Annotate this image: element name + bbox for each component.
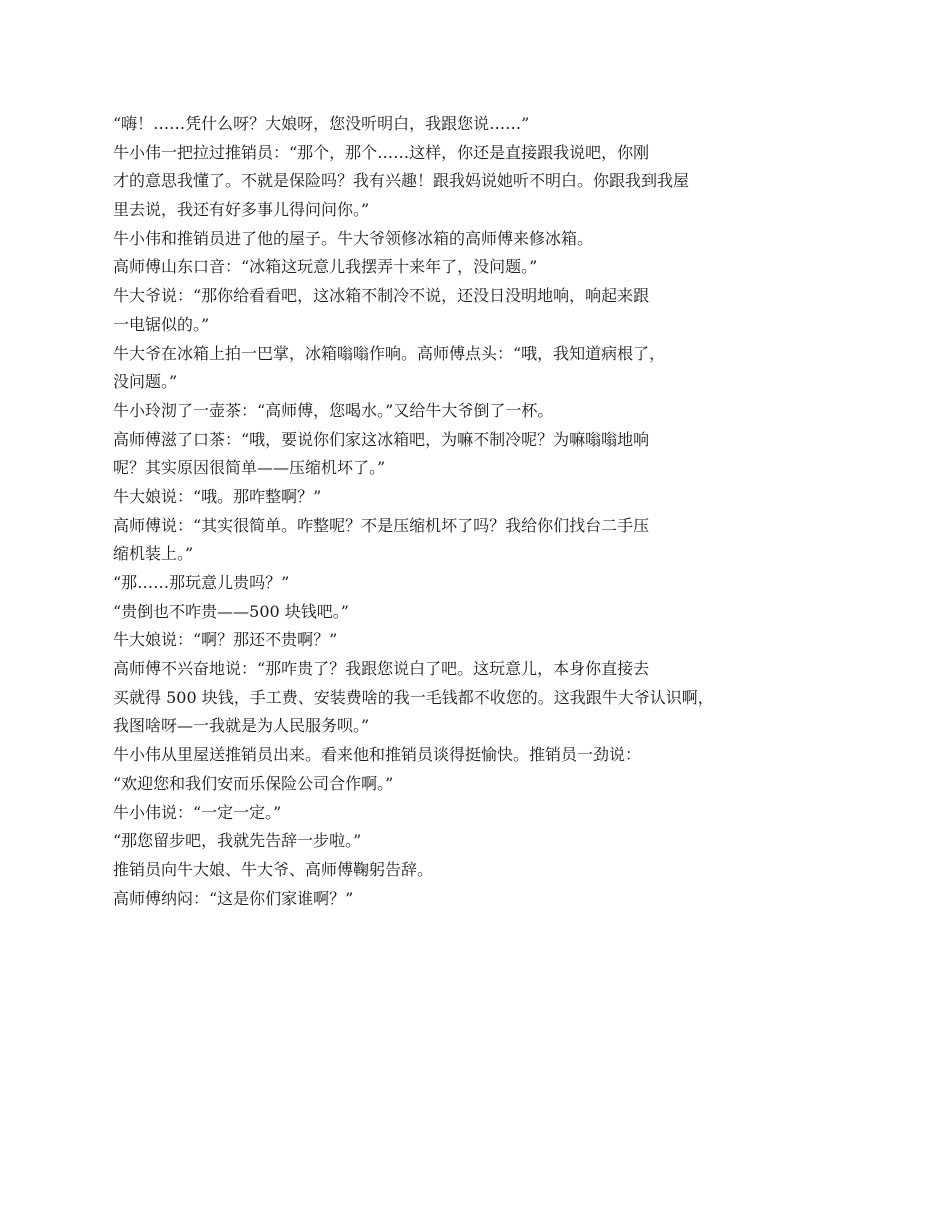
text-line: 推销员向牛大娘、牛大爷、高师傅鞠躬告辞。 [113, 859, 434, 879]
text-line: “贵倒也不咋贵——500 块钱吧。” [113, 601, 349, 621]
text-line: 牛小伟说：“一定一定。” [113, 802, 282, 822]
text-line: 没问题。” [113, 372, 178, 392]
text-line: 才的意思我懂了。不就是保险吗？我有兴趣！跟我妈说她听不明白。你跟我到我屋 [113, 171, 690, 191]
document-body [113, 110, 833, 913]
text-line: 一电锯似的。” [113, 314, 210, 334]
text-line: 缩机装上。” [113, 544, 194, 564]
text-line: “欢迎您和我们安而乐保险公司合作啊。” [113, 773, 394, 793]
text-line: 牛小伟从里屋送推销员出来。看来他和推销员谈得挺愉快。推销员一劲说： [113, 745, 642, 765]
text-line: 呢？其实原因很简单——压缩机坏了。” [113, 458, 386, 478]
text-line: “那您留步吧，我就先告辞一步啦。” [113, 831, 362, 851]
text-line: 高师傅山东口音：“冰箱这玩意儿我摆弄十来年了，没问题。” [113, 257, 538, 277]
text-line: 买就得 500 块钱，手工费、安装费啥的我一毛钱都不收您的。这我跟牛大爷认识啊， [113, 687, 714, 707]
text-line: 牛大爷说：“那你给看看吧，这冰箱不制冷不说，还没日没明地响，响起来跟 [113, 286, 650, 306]
text-line: 牛大娘说：“哦。那咋整啊？” [113, 486, 322, 506]
text-line: 我图啥呀—一我就是为人民服务呗。” [113, 716, 370, 736]
text-line: 高师傅滋了口茶：“哦，要说你们家这冰箱吧，为嘛不制冷呢？为嘛嗡嗡地响 [113, 429, 650, 449]
text-line: 高师傅纳闷：“这是你们家谁啊？” [113, 888, 354, 908]
text-line: “那……那玩意儿贵吗？” [113, 573, 290, 592]
text-line: 里去说，我还有好多事儿得问问你。” [113, 200, 370, 220]
text-line: 高师傅不兴奋地说：“那咋贵了？我跟您说白了吧。这玩意儿，本身你直接去 [113, 659, 650, 679]
text-line: 牛小伟和推销员进了他的屋子。牛大爷领修冰箱的高师傅来修冰箱。 [113, 228, 594, 248]
text-line: 牛小玲沏了一壶茶：“高师傅，您喝水。”又给牛大爷倒了一杯。 [113, 400, 554, 420]
text-line: 牛大爷在冰箱上拍一巴掌，冰箱嗡嗡作响。高师傅点头：“哦，我知道病根了， [113, 343, 666, 363]
text-line: “嗨！……凭什么呀？大娘呀，您没听明白，我跟您说……” [113, 114, 530, 133]
text-line: 牛小伟一把拉过推销员：“那个，那个……这样，你还是直接跟我说吧，你刚 [113, 142, 650, 162]
text-line: 高师傅说：“其实很简单。咋整呢？不是压缩机坏了吗？我给你们找台二手压 [113, 515, 650, 535]
text-line: 牛大娘说：“啊？那还不贵啊？” [113, 630, 338, 650]
